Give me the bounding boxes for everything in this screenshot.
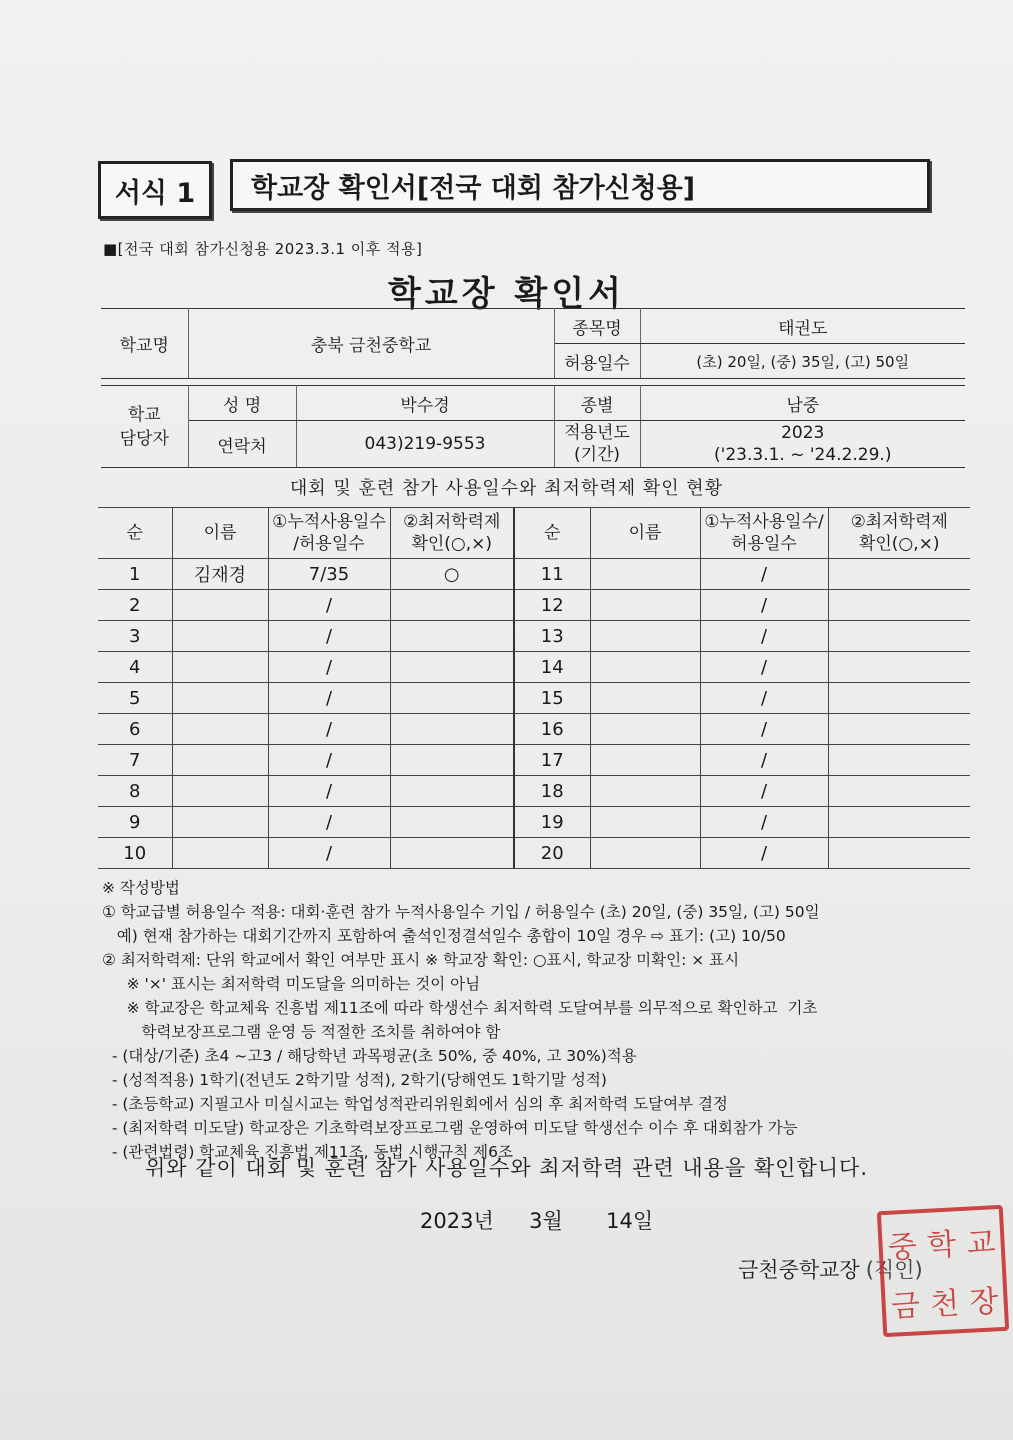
table-cell: / (268, 838, 390, 869)
col-header: 순 (98, 508, 172, 559)
table-cell (828, 590, 970, 621)
table-cell (172, 590, 268, 621)
seal-char: 중 (886, 1228, 918, 1266)
note-line: - (관련법령) 학교체육 진흥법 제11조, 동법 시행규칙 제6조 (102, 1143, 513, 1161)
table-cell: 11 (514, 559, 590, 590)
table-cell: 1 (98, 559, 172, 590)
seal-char: 금 (890, 1287, 921, 1325)
date-month: 3월 (529, 1209, 563, 1233)
table-cell: 15 (514, 683, 590, 714)
note-line: ② 최저학력제: 단위 학교에서 확인 여부만 표시 ※ 학교장 확인: ○표시, 학교장 미확인: × 표시 (102, 951, 740, 969)
table-cell: 5 (98, 683, 172, 714)
name-label: 성 명 (188, 386, 296, 421)
table-cell: / (700, 776, 828, 807)
table-cell (172, 652, 268, 683)
school-info-table (101, 308, 965, 468)
date-day: 14일 (606, 1209, 654, 1233)
table-cell: / (268, 621, 390, 652)
table-cell (172, 621, 268, 652)
applicability-note: ■[전국 대회 참가신청용 2023.3.1 이후 적용] (103, 240, 423, 258)
table-cell (828, 559, 970, 590)
table-row (98, 714, 970, 745)
col-header: ①누적사용일수 /허용일수 (268, 508, 390, 559)
seal-char: 천 (929, 1285, 961, 1323)
table-cell (590, 745, 700, 776)
table-cell (390, 590, 514, 621)
table-cell: 14 (514, 652, 590, 683)
table-cell: / (268, 745, 390, 776)
table-cell: 8 (98, 776, 172, 807)
note-line: ※ 작성방법 (102, 879, 180, 897)
table-cell: 7 (98, 745, 172, 776)
table-cell (390, 838, 514, 869)
table-cell: 13 (514, 621, 590, 652)
table-cell (590, 621, 700, 652)
table-row (98, 559, 970, 590)
allowed-days-value: (초) 20일, (중) 35일, (고) 50일 (640, 344, 965, 379)
table-row (98, 652, 970, 683)
table-cell (590, 776, 700, 807)
table-cell: / (700, 714, 828, 745)
table-cell (390, 683, 514, 714)
table-cell (390, 807, 514, 838)
note-line: - (초등학교) 지필고사 미실시교는 학업성적관리위원회에서 심의 후 최저학력 도달여부 결정 (102, 1095, 728, 1113)
note-line: 예) 현재 참가하는 대회기간까지 포함하여 출석인정결석일수 총합이 10일 경우 ⇨ 표기: (고) 10/50 (102, 927, 786, 945)
school-name-label: 학교명 (101, 309, 188, 379)
instructions (102, 876, 982, 1164)
table-cell: / (700, 559, 828, 590)
table-cell (590, 590, 700, 621)
table-cell (172, 714, 268, 745)
note-line: - (최저학력 미도달) 학교장은 기초학력보장프로그램 운영하여 미도달 학생선수 이수 후 대회참가 가능 (102, 1119, 798, 1137)
table-cell: / (268, 652, 390, 683)
table-cell (172, 776, 268, 807)
table-cell (590, 559, 700, 590)
contact-person-label: 학교 담당자 (101, 386, 188, 468)
table-cell (590, 807, 700, 838)
table-cell (390, 714, 514, 745)
sport-value: 태권도 (640, 309, 965, 344)
table-cell (172, 745, 268, 776)
school-name-value: 충북 금천중학교 (188, 309, 554, 379)
section-subtitle: 대회 및 훈련 참가 사용일수와 최저학력제 확인 현황 (289, 478, 724, 499)
table-cell: / (700, 683, 828, 714)
table-cell: / (268, 807, 390, 838)
table-row (98, 745, 970, 776)
issue-date (420, 1205, 653, 1235)
table-cell: / (268, 683, 390, 714)
table-cell: 20 (514, 838, 590, 869)
table-header-row (98, 508, 970, 559)
phone-value: 043)219-9553 (296, 421, 554, 468)
period-value: ('23.3.1. ~ '24.2.29.) (714, 445, 892, 465)
col-header: 순 (514, 508, 590, 559)
table-cell: 17 (514, 745, 590, 776)
sport-label: 종목명 (554, 309, 640, 344)
table-cell: 김재경 (172, 559, 268, 590)
table-cell: 16 (514, 714, 590, 745)
col-header: ①누적사용일수/ 허용일수 (700, 508, 828, 559)
category-label: 종별 (554, 386, 640, 421)
table-cell: / (268, 590, 390, 621)
table-cell: / (268, 714, 390, 745)
table-cell (590, 714, 700, 745)
table-row (98, 621, 970, 652)
confirmation-statement: 위와 같이 대회 및 훈련 참가 사용일수와 최저학력 관련 내용을 확인합니다. (144, 1156, 868, 1180)
table-cell: 6 (98, 714, 172, 745)
seal-label: (직인) (865, 1258, 923, 1282)
table-cell: 12 (514, 590, 590, 621)
table-cell (172, 807, 268, 838)
seal-char: 장 (968, 1283, 1000, 1321)
table-cell (828, 807, 970, 838)
table-row (98, 776, 970, 807)
table-cell (390, 621, 514, 652)
table-cell (390, 652, 514, 683)
official-seal (877, 1205, 1009, 1337)
table-cell: 10 (98, 838, 172, 869)
table-cell (828, 776, 970, 807)
seal-char: 학 (926, 1226, 958, 1264)
note-line: ※ '×' 표시는 최저학력 미도달을 의미하는 것이 아님 (102, 975, 481, 993)
table-cell: / (700, 838, 828, 869)
table-cell (590, 683, 700, 714)
year-label: 적용년도 (기간) (554, 421, 640, 468)
table-cell: 18 (514, 776, 590, 807)
table-cell: / (700, 590, 828, 621)
col-header: 이름 (590, 508, 700, 559)
table-cell: / (700, 621, 828, 652)
table-cell (390, 745, 514, 776)
table-cell: / (700, 652, 828, 683)
table-cell: / (700, 745, 828, 776)
table-cell (828, 683, 970, 714)
table-cell: 9 (98, 807, 172, 838)
table-row (98, 590, 970, 621)
table-cell: ○ (390, 559, 514, 590)
form-title-box: 학교장 확인서[전국 대회 참가신청용] (230, 159, 930, 211)
seal-char: 교 (965, 1224, 997, 1262)
page-title: 학교장 확인서 (388, 274, 625, 314)
note-line: 학력보장프로그램 운영 등 적절한 조치를 취하여야 함 (102, 1023, 501, 1041)
year-value: 2023 (781, 423, 825, 443)
principal-title: 금천중학교장 (738, 1258, 860, 1282)
table-cell (390, 776, 514, 807)
name-value: 박수경 (296, 386, 554, 421)
col-header: ②최저학력제 확인(○,×) (828, 508, 970, 559)
note-line: ① 학교급별 허용일수 적용: 대회·훈련 참가 누적사용일수 기입 / 허용일수 (초) 20일, (중) 35일, (고) 50일 (102, 903, 820, 921)
table-cell (828, 652, 970, 683)
table-cell (590, 652, 700, 683)
table-cell: 2 (98, 590, 172, 621)
table-cell (172, 838, 268, 869)
allowed-days-label: 허용일수 (554, 344, 640, 379)
note-line: ※ 학교장은 학교체육 진흥법 제11조에 따라 학생선수 최저학력 도달여부를 의무적으로 확인하고 기초 (102, 999, 818, 1017)
table-cell: / (700, 807, 828, 838)
note-line: - (성적적용) 1학기(전년도 2학기말 성적), 2학기(당해연도 1학기말 성적) (102, 1071, 607, 1089)
table-cell: / (268, 776, 390, 807)
table-cell (828, 745, 970, 776)
col-header: 이름 (172, 508, 268, 559)
table-row (98, 683, 970, 714)
table-cell (172, 683, 268, 714)
category-value: 남중 (640, 386, 965, 421)
note-line: - (대상/기준) 초4 ~고3 / 해당학년 과목평균(초 50%, 중 40%, 고 30%)적용 (102, 1047, 637, 1065)
table-body (98, 559, 970, 869)
date-year: 2023년 (420, 1209, 494, 1233)
table-cell (828, 838, 970, 869)
col-header: ②최저학력제 확인(○,×) (390, 508, 514, 559)
table-row (98, 838, 970, 869)
year-cell (640, 421, 965, 468)
table-cell: 7/35 (268, 559, 390, 590)
table-cell (828, 621, 970, 652)
participation-table (98, 507, 970, 869)
table-cell: 3 (98, 621, 172, 652)
table-row (98, 807, 970, 838)
table-cell (828, 714, 970, 745)
form-number-box: 서식 1 (98, 161, 212, 219)
table-cell: 4 (98, 652, 172, 683)
table-cell: 19 (514, 807, 590, 838)
table-cell (590, 838, 700, 869)
phone-label: 연락처 (188, 421, 296, 468)
